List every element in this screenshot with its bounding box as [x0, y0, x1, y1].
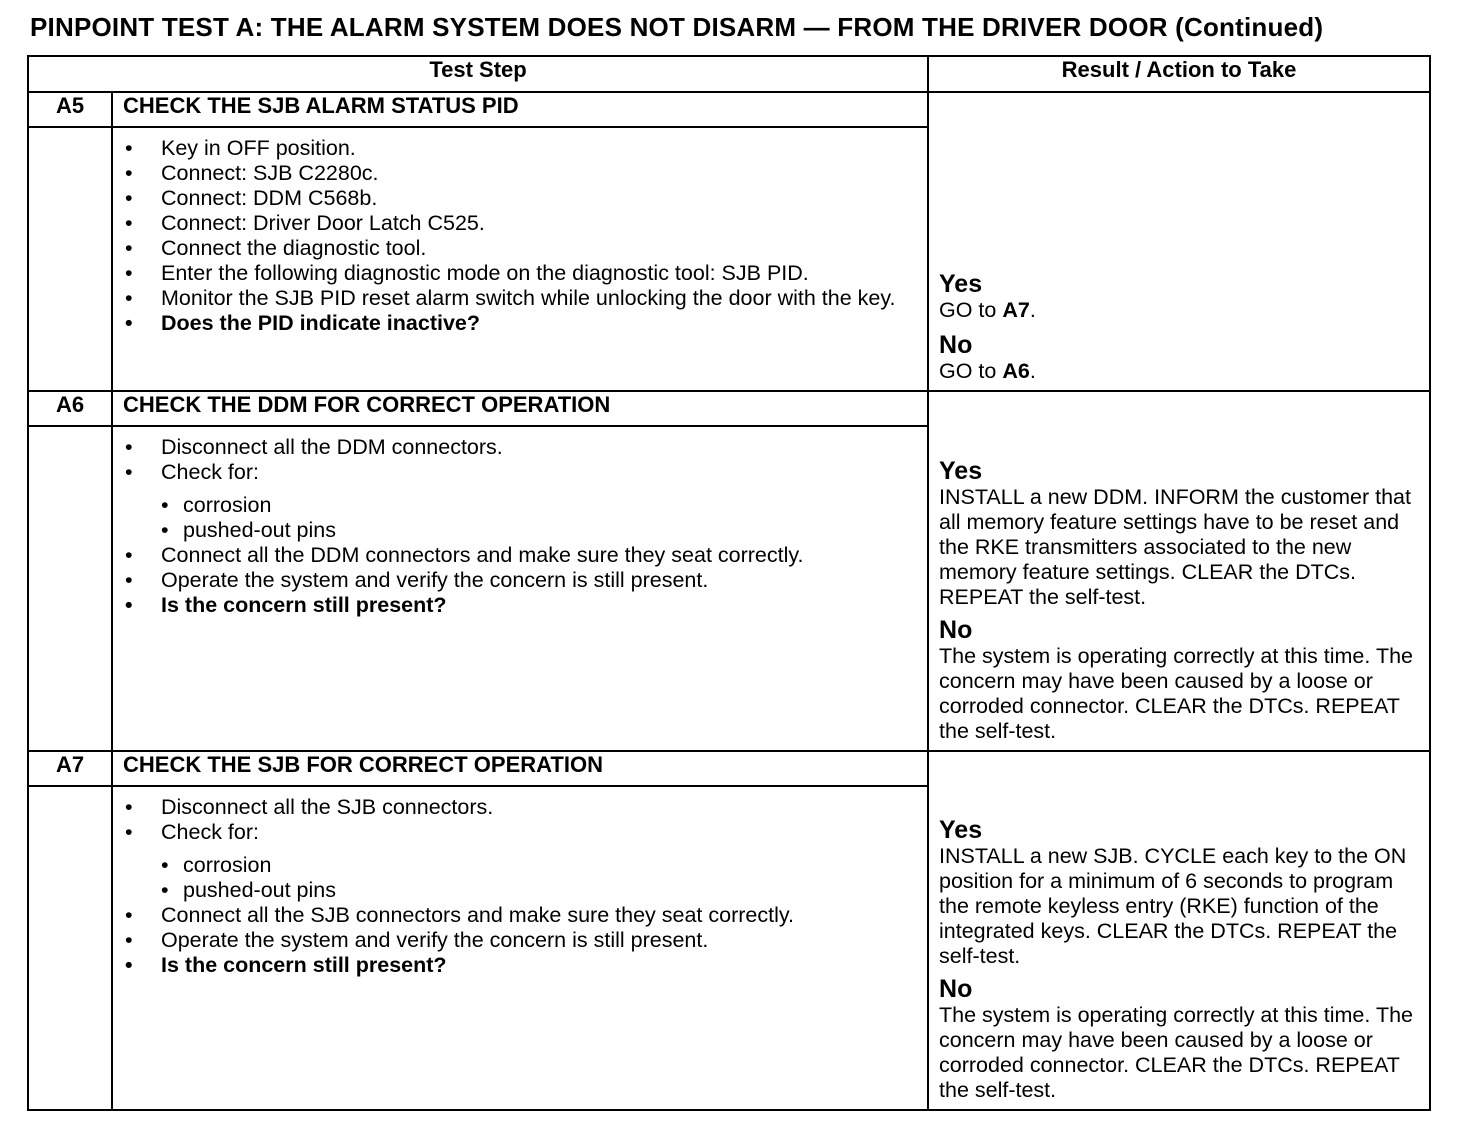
yes-action: INSTALL a new DDM. INFORM the customer that all memory feature settings have to be reset and the RKE transmitters associated to the new memory feature settings. CLEAR the DTCs. REPEAT the self-test. [939, 485, 1411, 609]
list-item: • Operate the system and verify the concern is still present. [123, 568, 917, 593]
list-item: • Operate the system and verify the concern is still present. [123, 928, 917, 953]
step-title: CHECK THE SJB ALARM STATUS PID [112, 92, 928, 127]
step-a5-instructions [112, 127, 928, 391]
list-item: • Connect: DDM C568b. [123, 186, 917, 211]
no-label: No [939, 975, 973, 1003]
list-item: • Connect all the SJB connectors and make sure they seat correctly. [123, 903, 917, 928]
sub-list-item: • corrosion [161, 853, 917, 878]
list-item: • Disconnect all the SJB connectors. [123, 795, 917, 820]
yes-label: Yes [939, 816, 983, 844]
step-a5-header-row [28, 92, 1430, 127]
pinpoint-test-table [27, 55, 1431, 1111]
sub-list-item: • corrosion [161, 493, 917, 518]
list-item: • Key in OFF position. [123, 136, 917, 161]
step-a7-result [928, 751, 1430, 1110]
no-action: The system is operating correctly at this time. The concern may have been caused by a loose or corroded connector. CLEAR the DTCs. REPEAT the self-test. [939, 1003, 1413, 1102]
list-item: • Connect: Driver Door Latch C525. [123, 211, 917, 236]
step-id: A6 [28, 391, 112, 426]
no-action: GO to A6. [939, 359, 1036, 383]
list-item: • Connect: SJB C2280c. [123, 161, 917, 186]
sub-list-item: • pushed-out pins [161, 518, 917, 543]
result-header: Result / Action to Take [928, 56, 1430, 92]
no-action: The system is operating correctly at this time. The concern may have been caused by a loose or corroded connector. CLEAR the DTCs. REPEAT the self-test. [939, 644, 1413, 743]
table-header-row [28, 56, 1430, 92]
list-item: • Monitor the SJB PID reset alarm switch while unlocking the door with the key. [123, 286, 917, 311]
step-question: • Is the concern still present? [123, 593, 917, 618]
step-question: • Does the PID indicate inactive? [123, 311, 917, 336]
step-question: • Is the concern still present? [123, 953, 917, 978]
sub-list-item: • pushed-out pins [161, 878, 917, 903]
step-a6-instructions [112, 426, 928, 751]
list-item: • Check for: • corrosion • pushed-out pins [123, 460, 917, 543]
yes-action: INSTALL a new SJB. CYCLE each key to the ON position for a minimum of 6 seconds to program the remote keyless entry (RKE) function of the integrated keys. CLEAR the DTCs. REPEAT the self-test. [939, 844, 1407, 968]
step-a5-result [928, 92, 1430, 391]
no-label: No [939, 331, 973, 359]
yes-label: Yes [939, 457, 983, 485]
no-label: No [939, 616, 973, 644]
step-title: CHECK THE SJB FOR CORRECT OPERATION [112, 751, 928, 786]
list-item: • Enter the following diagnostic mode on the diagnostic tool: SJB PID. [123, 261, 917, 286]
list-item: • Connect all the DDM connectors and make sure they seat correctly. [123, 543, 917, 568]
step-a7-header-row [28, 751, 1430, 786]
yes-action: GO to A7. [939, 298, 1036, 322]
step-id: A7 [28, 751, 112, 786]
list-item: • Disconnect all the DDM connectors. [123, 435, 917, 460]
step-a6-result [928, 391, 1430, 751]
step-a6-header-row [28, 391, 1430, 426]
test-step-header: Test Step [28, 56, 928, 92]
list-item: • Check for: • corrosion • pushed-out pins [123, 820, 917, 903]
step-id: A5 [28, 92, 112, 127]
step-a7-instructions [112, 786, 928, 1110]
page-title: PINPOINT TEST A: THE ALARM SYSTEM DOES NOT DISARM — FROM THE DRIVER DOOR (Continued) [30, 12, 1324, 42]
list-item: • Connect the diagnostic tool. [123, 236, 917, 261]
yes-label: Yes [939, 270, 983, 298]
step-title: CHECK THE DDM FOR CORRECT OPERATION [112, 391, 928, 426]
